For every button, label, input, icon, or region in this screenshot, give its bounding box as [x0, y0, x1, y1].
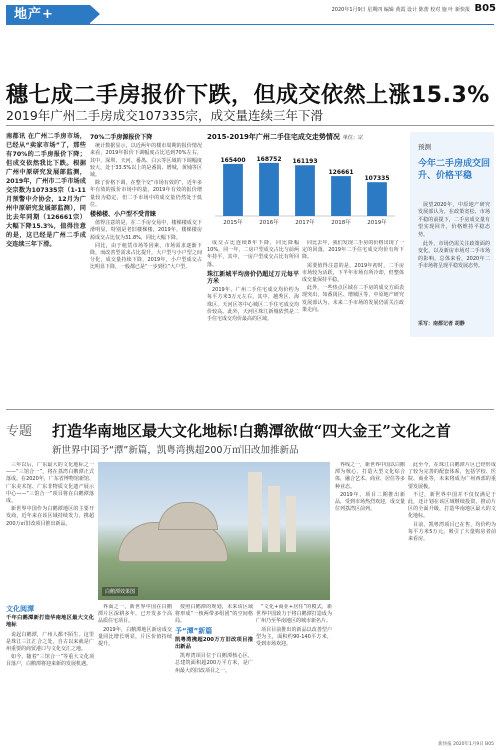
block1-title: 70%二手房源报价下降 [90, 134, 153, 141]
block1-para: 统计数据显示，以近两年的楼市周期的报价情况来看，2019年报价下调幅度占比达到70%左右，其中，深圳、天河、番禺、白云等区域的下调幅度较大，处于33.5%以上的是番禺、增城、黄埔等区域。 [90, 143, 202, 179]
page-header [0, 0, 500, 26]
col3-para: 2019年，广州二手住宅成交均价约为每平方米3万元左右，其中，越秀区、海珠区、天河区等中心城区二手住宅成交均价较高。此外，天河区珠江新城依然是二手住宅成交均价最高的区域。 [207, 287, 299, 323]
feature-subhead: 新世界中国予“潭”新篇，凯粤湾携超200万㎡旧改加推新品 [52, 445, 299, 456]
block2-para: 同比，由于租赁市场等因素，市场需求逐渐下降，而改善型需求占比提升，大户型与小户型之间分化，成交量持续下降，2019年，小户型成交占比明显下降，一般都已是“一步到位”大户型。 [90, 242, 202, 271]
header-rule [6, 24, 494, 25]
sidebar-byline: 采写：南都记者 胡静 [418, 321, 465, 327]
feature-headline: 打造华南地区最大文化地标!白鹅潭欲做“四大金王”文化之首 [52, 422, 451, 440]
block2-para: 值得注意的是，在二手房交易中，楼梯楼成交下滑明显，特别是老旧楼梯楼，2019年，楼梯楼房源成交占比仅为31.8%，同比大幅下降。 [90, 220, 202, 241]
chart-bar [295, 165, 315, 216]
forecast-sidebar [410, 132, 494, 337]
article-column-2 [90, 132, 202, 273]
col4-para: 同比去年，我们发现二手房的价格出现了一定的回落，2019年二手住宅成交均价有所下降。 [302, 240, 404, 261]
chart-data-label: 165400 [220, 156, 246, 164]
sidebar-label: 预测 [418, 143, 431, 151]
feature-photo [98, 462, 330, 600]
feature-column-2 [335, 462, 405, 514]
article-column-3 [207, 240, 299, 324]
chart-data-label: 168752 [256, 155, 282, 163]
chart-tick-label: 2016年 [259, 220, 279, 226]
sidebar-para: 此外，市场仍需关注政策面的变化，以及新房市场对二手市场的影响。总体来看，2020年二手市场将呈现平稳发展态势。 [418, 241, 490, 270]
edition-meta: 2020年1月9日 星期四 编辑 黄霞 设计 陈蕾 校对 施 叶 新快报 [331, 7, 470, 13]
block1-para: 除了价格下调，在整个交“市场有效的”，近年多年有效的报价市场中的量。2019年有效的报价增量较为稳定，但二手市场中的成交量仍然处于低位。 [90, 180, 202, 208]
feature-para: 说起白鹅潭，广州人都不陌生。这里是珠江三江汇合之处，自古以来就是广州重要的商贸港口与文化交汇之地。 [6, 631, 94, 653]
page-number: B05 [474, 3, 496, 14]
chart-bar [367, 182, 387, 216]
feature-para: 按照白鹅潭的规划，未来该区域将形成“一核两带多组团”的空间格局。 [175, 604, 253, 625]
col3-subtitle: 珠江新城平均房价仍超过万元每平方米 [207, 270, 299, 286]
chart-data-label: 107335 [364, 175, 390, 183]
feature-para: 目前，凯粤湾项目已在售，均价约为每平方米5万元，吸引了大量购房者前来看房。 [408, 521, 496, 543]
col3-para: 成交占比连续8年下降，同比降幅10%，同一年，二房户型成交占比与前两年持平，其中，一房户型成交占比有所回落。 [207, 240, 299, 268]
col4-para: 需要值得注意的是，2019年初时，二手房市场较为活跃，下半年市场有所冷却，但整体成交量保持平稳。 [302, 262, 404, 284]
page-footer: 新快报 2020年1月9日 B05 [438, 742, 494, 747]
chart-tick-label: 2019年 [367, 220, 387, 226]
feature-para: “文化+商业+居住”的模式，新世界中国致力于将白鹅潭打造成为广州乃至华南地区的城市新名片。 [256, 604, 332, 625]
chart-data-label: 126661 [328, 169, 354, 177]
feature-para: 2019年，白鹅潭地区新房成交量同比增长明显，片区价值持续提升。 [98, 626, 172, 648]
sidebar-title: 今年二手房成交回升、价格平稳 [418, 159, 491, 181]
feature-para: 项目目前推出的新品以改善型户型为主，面积约90-140平方米，受到市场欢迎。 [256, 626, 332, 648]
block2-title: 楼梯楼、小户型不受青睐 [90, 211, 157, 219]
sales-chart [207, 132, 403, 230]
feature-para: 新世界中国作为白鹅潭地区的主要开发商，近年来在该区域持续发力，携超200万㎡旧改项目推出新品。 [6, 506, 94, 527]
chart-bar [223, 164, 243, 216]
feature-para: 不过，新世界中国并不仅仅满足于此，还计划在该区域继续投资，推动片区的全面升级，打造华南地区最大的文化地标。 [408, 491, 496, 520]
section-tab: 地产+ [6, 5, 90, 24]
feature-column-7 [256, 604, 332, 649]
chart-tick-label: 2017年 [295, 220, 315, 226]
chart-svg [207, 142, 403, 230]
chart-tick-label: 2018年 [331, 220, 351, 226]
headline-rule [6, 125, 494, 126]
feature-column-5 [98, 604, 172, 649]
chart-bar [259, 163, 279, 216]
photo-caption: 白鹅潭效果图 [102, 587, 138, 596]
sidebar-para: 展望2020年，中原地产研究发展部认为，在政策宽松、市场平稳的前提下，二手房成交量有望实现回升，价格维持平稳态势。 [418, 202, 490, 238]
section-divider [6, 409, 494, 410]
chart-data-label: 161193 [292, 158, 318, 166]
feature-para: 界线之一，新世界中国以白鹅潭为核心，打造大型文化综合体，融合艺术、商业、居住等多种业态。 [335, 462, 405, 490]
feature-column-6 [175, 604, 253, 676]
chart-tick-label: 2015年 [223, 220, 243, 226]
lead-column [6, 132, 86, 249]
feature-para: 此至今，在珠江白鹅潭片区已经形成了较为完善的配套体系，包括学校、医院、商业等，未来将成为广州西部的重要发展极。 [408, 462, 496, 490]
article-column-4 [302, 240, 404, 315]
feature-column-3 [408, 462, 496, 544]
feature-column-1 [6, 462, 94, 529]
feature-tag: 专题 [6, 424, 33, 439]
project-section-title: 予“潭”新篇 [175, 626, 213, 635]
chart-unit: 单位：宗 [342, 135, 363, 141]
feature-para: 如今，随着“三馆合一”等重大文化项目落户，白鹅潭将迎来新的发展机遇。 [6, 654, 94, 668]
feature-para: 凯粤湾项目位于白鹅潭核心区，总建筑面积超200万平方米，是广州最大的旧改项目之一。 [175, 653, 253, 674]
project-section-subtitle: 凯粤湾携超200万方旧改项目推出新品 [175, 636, 253, 651]
col4-para: 此外，一些热点区域在二手房的成交方面表现突出，如番禺区、增城区等，中原地产研究发展部认为，未来二手市场的发展仍需关注政策走向。 [302, 285, 404, 313]
main-headline: 穗七成二手房报价下跌，但成交依然上涨15.3% [6, 83, 490, 108]
chart-title: 2015-2019年广州二手住宅成交走势情况 单位：宗 [207, 133, 363, 141]
chart-bar [331, 176, 351, 216]
culture-section-subtitle: 千年白鹅潭新打造华南地区最大文化地标 [6, 615, 94, 629]
main-subhead: 2019年广州二手房成交107335宗，成交量连续三年下滑 [6, 108, 324, 123]
feature-para: 界面之一，新世界中国在白鹅潭片区深耕多年，已开发多个高品质住宅项目。 [98, 604, 172, 625]
feature-para: 2019年，项目二期推出新品，受到市场热烈欢迎，成交量位列荔湾区前列。 [335, 491, 405, 513]
feature-para: 三年以后，广东最大的文化地标之一——“三馆合一”，将在荔湾白鹅潭正式落成。在2020年，广东省博物馆新馆、广东美术馆、广东非物质文化遗产展示中心——“三馆合一”项目将在白鹅潭落成。 [6, 462, 94, 505]
culture-section-title: 文化阅潭 [6, 605, 34, 613]
sidebar-body [418, 202, 490, 273]
feature-column-4 [6, 604, 94, 670]
lead-paragraph: 南都讯 在广州二手房市场，已经从“卖家市场”了，那些有70%的二手房报价下降；但成交依然我比下跌。根据广州中原研究发展部监测，2019年，广州市二手市场成交宗数为107335宗（1-11月预警中介协会，12月为广州中原研究发展部监测），同比去年同期（126661宗）大幅下降15.3%，值得注意的是，这已经是广州二手成交连续三年下滑。 [6, 133, 86, 248]
